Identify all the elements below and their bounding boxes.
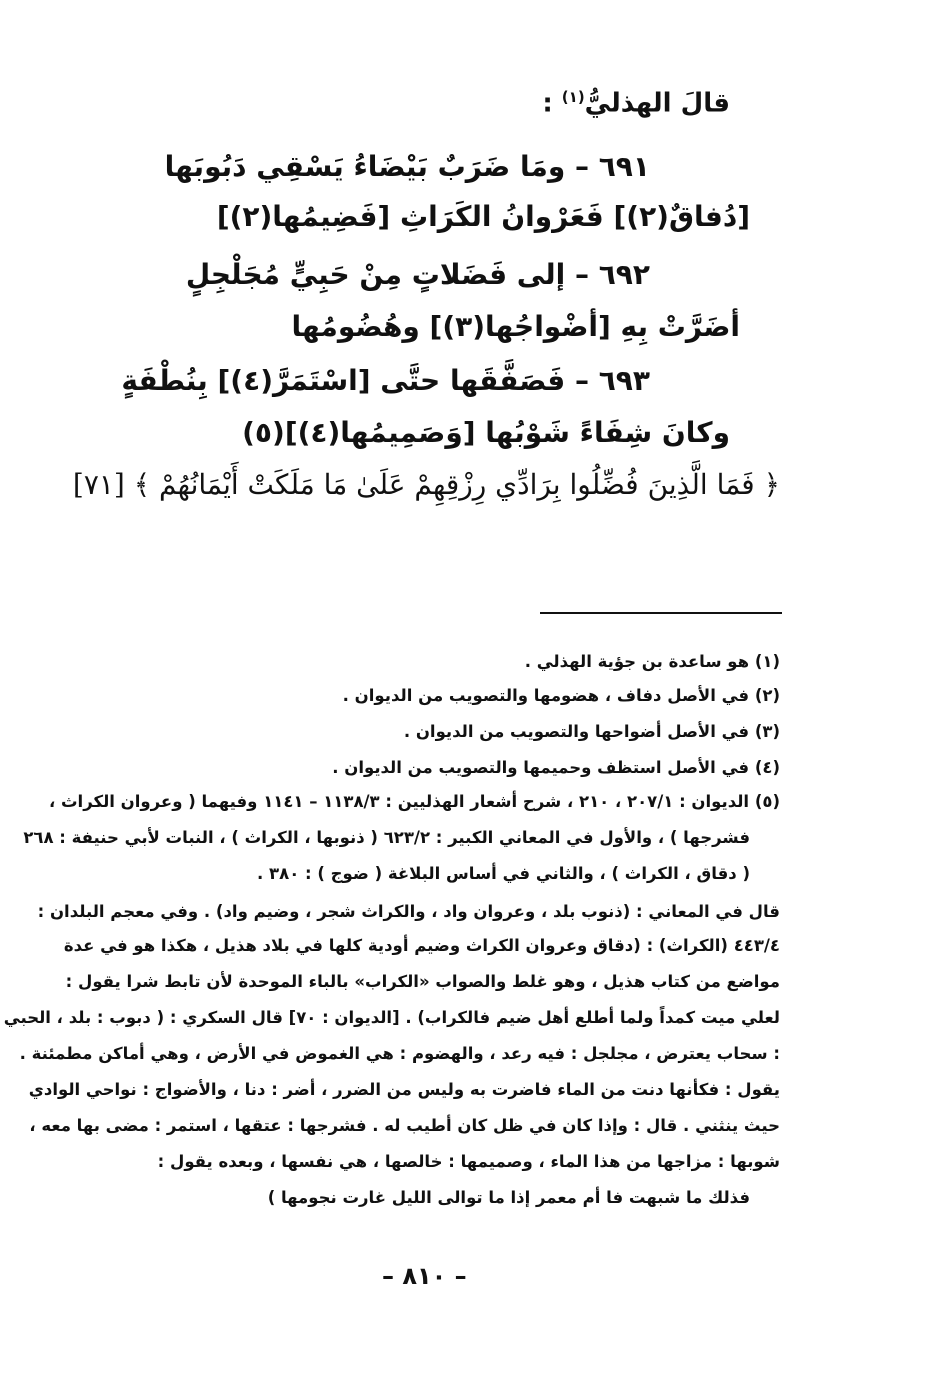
- footnote-5-line-9: يقول : فكأنها دنت من الماء فاضرت به وليس من الضرر ، أضر : دنا ، والأضواج : نواحي الوادي: [28, 1080, 780, 1099]
- page-number: – ٨١٠ –: [382, 1262, 467, 1290]
- footnote-separator: [540, 612, 782, 614]
- footnote-5-line-8: : سحاب يعترض ، مجلجل : فيه رعد ، والهضوم : هي الغموض في الأرض ، وهي أماكن مطمئنة .: [19, 1044, 780, 1063]
- footnote-5-line-10: حيث ينثني . قال : وإذا كان في ظل كان أطيب له . فشرجها : عتقها ، استمر : مضى بها معه ،: [29, 1116, 780, 1135]
- footnote-5: (٥) الديوان : ٢٠٧/١ ، ٢١٠ ، شرح أشعار الهذليين : ١١٣٨/٣ – ١١٤١ وفيهما ( وعروان الكراث ،: [48, 792, 780, 811]
- heading-footnote-ref: (١): [561, 88, 585, 106]
- footnote-2: (٢) في الأصل دفاف ، هضومها والتصويب من الديوان .: [342, 686, 780, 705]
- footnote-5-line-5: ٤٤٣/٤ (الكراث) : (دقاق وعروان الكراث وضيم أودية كلها في بلاد هذيل ، هكذا هو في عدة: [63, 936, 780, 955]
- quran-verse-71: ﴿ فَمَا الَّذِينَ فُضِّلُوا بِرَادِّي رِزْقِهِمْ عَلَىٰ مَا مَلَكَتْ أَيْمَانُهُمْ ﴾ [٧١]: [72, 468, 780, 501]
- footnote-5-line-6: مواضع من كتاب هذيل ، وهو غلط والصواب «الكراب» بالباء الموحدة لأن تابط شرا يقول :: [65, 972, 780, 991]
- verse-691-first-hemistich: ٦٩١ – ومَا ضَرَبٌ بَيْضَاءُ يَسْقِي دَبُوبَها: [164, 150, 650, 183]
- footnote-5-verse: فذلك ما شبهت فا أم معمر إذا ما توالى الليل غارت نجومها ): [267, 1188, 750, 1207]
- poem-heading: [542, 88, 730, 119]
- footnote-5-line-11: شوبها : مزاجها من هذا الماء ، وصميمها : خالصها ، هي نفسها ، وبعده يقول :: [157, 1152, 780, 1171]
- heading-text: قالَ الهذليُّ: [584, 88, 730, 119]
- footnote-5-line-4: قال في المعاني : (ذنوب بلد ، وعروان واد ، والكراث شجر ، وضيم واد) . وفي معجم البلدان :: [37, 902, 780, 921]
- heading-colon: :: [542, 88, 553, 119]
- verse-692-second-hemistich: أضَرَّتْ بِهِ [أضْواجُها(٣)] وهُضُومُها: [291, 310, 740, 343]
- verse-693-second-hemistich: وكانَ شِفَاءً شَوْبُها [وَصَمِيمُها(٤)](٥): [242, 416, 730, 449]
- footnote-5-line-7: لعلي ميت كمداً ولما أطلع أهل ضيم فالكراب) . [الديوان : ٧٠] قال السكري : ( دبوب : بلد ، الحبي: [3, 1008, 780, 1027]
- verse-693-first-hemistich: ٦٩٣ – فَصَفَّقَها حتَّى [اسْتَمَرَّ(٤)] بِنُطْفَةٍ: [121, 364, 650, 397]
- verse-692-first-hemistich: ٦٩٢ – إلى فَضَلاتٍ مِنْ حَبِيٍّ مُجَلْجِلٍ: [185, 258, 650, 291]
- footnote-4: (٤) في الأصل استظف وحميمها والتصويب من الديوان .: [332, 758, 780, 777]
- footnote-5-line-3: ( دقاق ، الكراث ) ، والثاني في أساس البلاغة ( ضوج ) : ٣٨٠ .: [257, 864, 750, 883]
- footnote-5-line-2: فشرجها ) ، والأول في المعاني الكبير : ٦٢٣/٢ ( ذنوبها ، الكراث ) ، النبات لأبي حنيفة : ٢٦٨: [23, 828, 750, 847]
- verse-691-second-hemistich: [دُفاقٌ(٢)] فَعَرْوانُ الكَرَاثِ [فَضِيمُها(٢)]: [216, 200, 750, 233]
- footnote-3: (٣) في الأصل أضواحها والتصويب من الديوان .: [403, 722, 780, 741]
- footnote-1: (١) هو ساعدة بن جؤية الهذلي .: [524, 652, 780, 671]
